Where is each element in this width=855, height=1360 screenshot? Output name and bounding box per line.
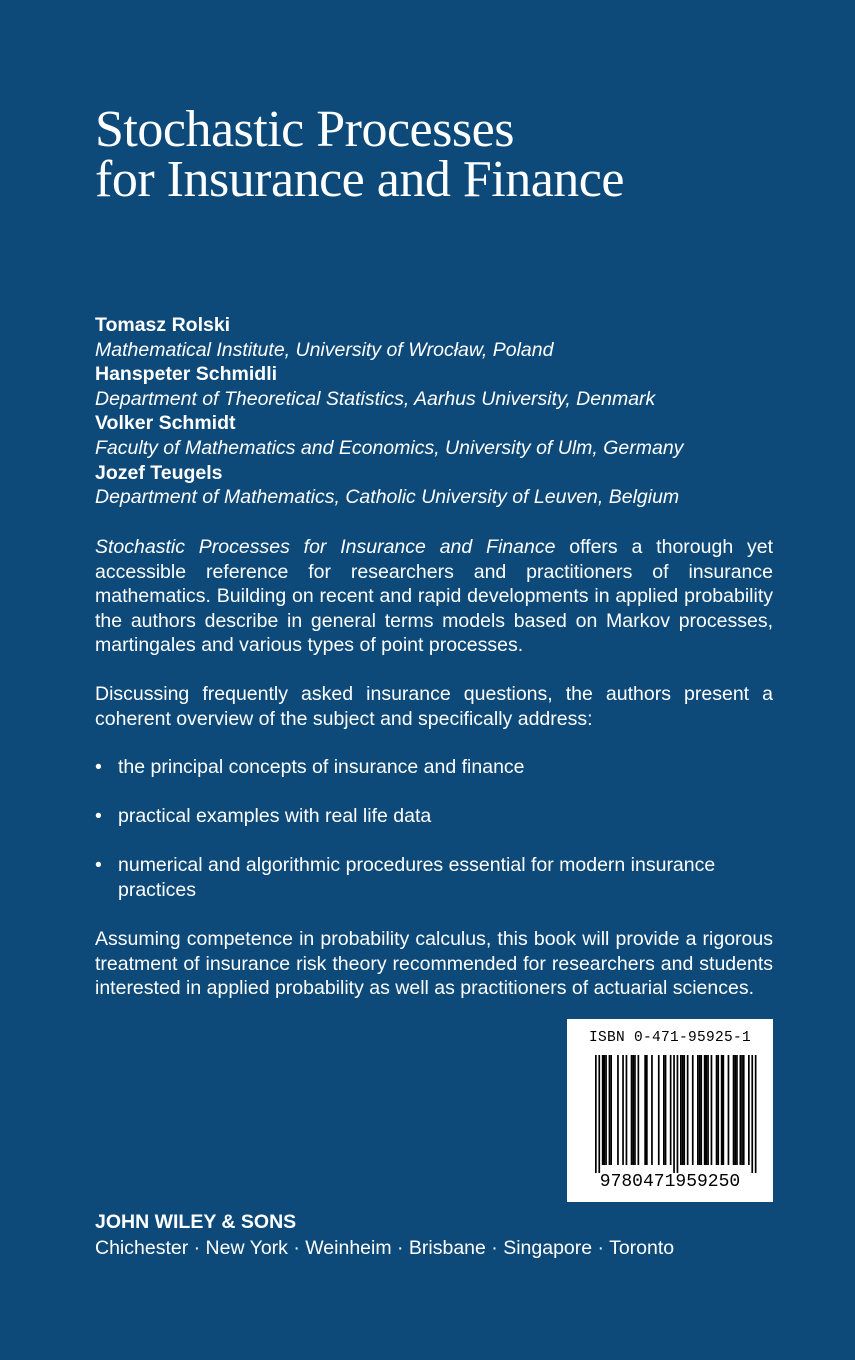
list-item: • numerical and algorithmic procedures essential for modern insurance practices — [95, 853, 773, 902]
barcode-bar — [740, 1055, 742, 1165]
barcode-bar — [670, 1055, 672, 1165]
barcode-bar — [673, 1055, 675, 1173]
barcode-bar — [605, 1055, 607, 1165]
barcode-bar — [723, 1055, 725, 1165]
barcode-bar — [755, 1055, 757, 1173]
barcode-bar — [638, 1055, 640, 1165]
barcode-bar — [632, 1055, 634, 1165]
barcode-bar — [748, 1055, 750, 1165]
barcode-bar — [617, 1055, 619, 1165]
barcode-icon — [577, 1055, 763, 1189]
isbn-label: ISBN 0-471-95925-1 — [588, 1030, 752, 1046]
author-name: Volker Schmidt — [95, 412, 236, 435]
barcode-bar — [711, 1055, 713, 1165]
barcode-bar — [680, 1055, 682, 1165]
barcode-bar — [665, 1055, 667, 1165]
barcode-bar — [646, 1055, 648, 1165]
barcode-bar — [644, 1055, 646, 1165]
barcode-bar — [734, 1055, 736, 1165]
barcode-bar — [692, 1055, 694, 1165]
barcode-bar — [699, 1055, 701, 1165]
isbn-barcode-panel — [567, 1019, 773, 1202]
barcode-bar — [677, 1055, 679, 1173]
barcode-bar — [626, 1055, 628, 1165]
barcode-bar — [728, 1055, 730, 1165]
barcode-bar — [743, 1055, 745, 1165]
barcode-bar — [595, 1055, 597, 1173]
publisher-cities: Chichester · New York · Weinheim · Brisbane · Singapore · Toronto — [95, 1237, 675, 1259]
barcode-bar — [721, 1055, 723, 1165]
publisher-block — [95, 1209, 674, 1261]
author-affiliation: Faculty of Mathematics and Economics, University of Ulm, Germany — [95, 436, 684, 459]
barcode-bar — [658, 1055, 660, 1165]
author-name: Tomasz Rolski — [95, 314, 231, 336]
author-name: Jozef Teugels — [95, 461, 223, 484]
barcode-bar — [602, 1055, 604, 1165]
barcode-bar — [716, 1055, 718, 1165]
barcode-bar — [622, 1055, 624, 1165]
ean-digits: 9780471959250 — [599, 1172, 741, 1189]
barcode-bar — [751, 1055, 753, 1173]
author-affiliation: Department of Theoretical Statistics, Aarhus University, Denmark — [95, 387, 656, 410]
barcode-bar — [687, 1055, 689, 1165]
barcode-bar — [704, 1055, 706, 1165]
author-affiliation: Department of Mathematics, Catholic University of Leuven, Belgium — [95, 486, 680, 509]
author-affiliation: Mathematical Institute, University of Wrocław, Poland — [95, 338, 554, 361]
list-item: • practical examples with real life data — [95, 804, 773, 829]
barcode-bar — [700, 1055, 702, 1165]
book-title-line-2: for Insurance and Finance — [95, 151, 624, 208]
description-paragraph-1 — [95, 535, 773, 658]
author-list — [95, 313, 815, 510]
author-name: Hanspeter Schmidli — [95, 363, 278, 386]
barcode-bar — [631, 1055, 633, 1165]
barcode-bar — [651, 1055, 653, 1165]
barcode-bar — [683, 1055, 685, 1165]
barcode-bar — [663, 1055, 665, 1165]
barcode-bar — [741, 1055, 743, 1165]
barcode-bar — [736, 1055, 738, 1165]
barcode-bar — [707, 1055, 709, 1165]
barcode-bar — [733, 1055, 735, 1165]
barcode-bar — [717, 1055, 719, 1165]
barcode-bar — [634, 1055, 636, 1165]
description-book-title: Stochastic Processes for Insurance and Finance — [95, 536, 556, 558]
description-paragraph-3: Assuming competence in probability calculus, this book will provide a rigorous treatment of insurance risk theory recommended for researchers and students interested in applied probability as well as practitioners of actuarial sciences. — [95, 928, 773, 1000]
barcode-bar — [706, 1055, 708, 1165]
barcode-bar — [610, 1055, 612, 1165]
barcode-bar — [697, 1055, 699, 1165]
barcode-bar — [682, 1055, 684, 1165]
list-item: • the principal concepts of insurance and finance — [95, 755, 773, 780]
publisher-name: JOHN WILEY & SONS — [95, 1211, 297, 1233]
description-paragraph-2: Discussing frequently asked insurance questions, the authors present a coherent overview of the subject and specifically address: — [95, 683, 773, 730]
topic-bullet-list — [95, 755, 773, 927]
barcode-bar — [598, 1055, 600, 1173]
description-paragraph-1-text: offers a thorough yet accessible reference for researchers and practitioners of insurance mathematics. Building on recent and rapid developments in applied probability the authors describe in general terms models based on Markov processes, martingales and various types of point processes. — [95, 536, 773, 657]
book-title — [95, 101, 815, 208]
barcode-bar — [604, 1055, 606, 1165]
book-title-line-1: Stochastic Processes — [95, 101, 514, 158]
barcode-bar — [609, 1055, 611, 1165]
